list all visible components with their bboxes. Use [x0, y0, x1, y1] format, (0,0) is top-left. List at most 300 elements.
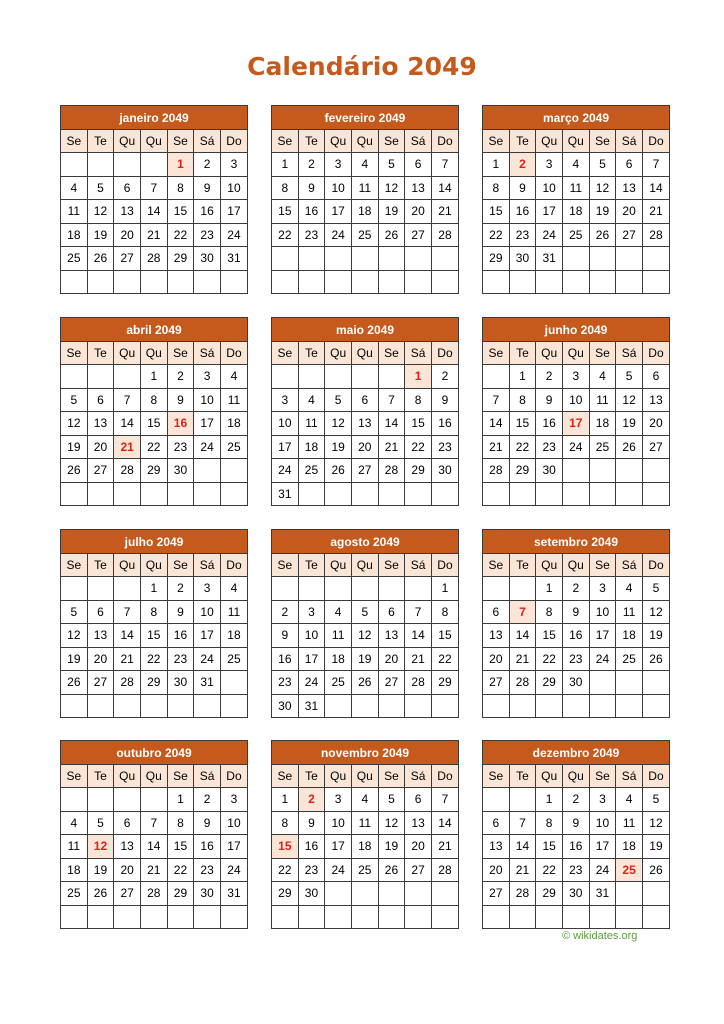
day-cell: 17 — [325, 200, 352, 224]
weekday-label: Sá — [405, 130, 432, 153]
day-cell: 18 — [220, 412, 247, 436]
day-cell: 2 — [167, 365, 194, 389]
weekday-label: Qu — [325, 130, 352, 153]
holiday-day-cell: 2 — [509, 153, 536, 177]
day-cell: 7 — [140, 176, 167, 200]
day-cell: 12 — [61, 624, 88, 648]
day-cell: 31 — [536, 247, 563, 271]
day-cell: 24 — [220, 223, 247, 247]
day-cell: 7 — [114, 600, 141, 624]
weekday-label: Te — [298, 554, 325, 577]
day-cell: 17 — [536, 200, 563, 224]
day-cell: 2 — [431, 365, 458, 389]
day-cell: 16 — [298, 200, 325, 224]
footer-credit[interactable]: © wikidates.org — [562, 930, 638, 942]
empty-day-cell — [536, 270, 563, 294]
empty-day-cell — [536, 482, 563, 506]
weekday-label: Qu — [351, 130, 378, 153]
empty-day-cell — [642, 270, 669, 294]
day-cell: 15 — [431, 624, 458, 648]
day-cell: 24 — [589, 858, 616, 882]
day-cell: 22 — [536, 647, 563, 671]
day-cell: 19 — [642, 835, 669, 859]
day-cell: 29 — [405, 459, 432, 483]
day-cell: 23 — [509, 223, 536, 247]
day-cell: 21 — [509, 647, 536, 671]
weekday-label: Te — [298, 130, 325, 153]
empty-day-cell — [61, 788, 88, 812]
day-cell: 21 — [140, 858, 167, 882]
day-cell: 19 — [61, 647, 88, 671]
empty-day-cell — [61, 694, 88, 718]
weekday-label: Sá — [405, 342, 432, 365]
day-cell: 8 — [405, 388, 432, 412]
day-cell: 8 — [140, 388, 167, 412]
day-cell: 8 — [140, 600, 167, 624]
weekday-label: Do — [220, 130, 247, 153]
weekday-label: Se — [167, 130, 194, 153]
day-cell: 16 — [431, 412, 458, 436]
weekday-label: Qu — [562, 554, 589, 577]
day-cell: 11 — [298, 412, 325, 436]
day-cell: 23 — [194, 858, 221, 882]
empty-day-cell — [616, 270, 643, 294]
day-cell: 29 — [509, 459, 536, 483]
empty-day-cell — [562, 247, 589, 271]
empty-day-cell — [589, 459, 616, 483]
empty-day-cell — [642, 694, 669, 718]
empty-day-cell — [589, 694, 616, 718]
day-cell: 18 — [351, 835, 378, 859]
empty-day-cell — [220, 270, 247, 294]
day-cell: 6 — [642, 365, 669, 389]
day-cell: 2 — [536, 365, 563, 389]
day-cell: 17 — [272, 435, 299, 459]
day-cell: 15 — [509, 412, 536, 436]
day-cell: 17 — [220, 835, 247, 859]
empty-day-cell — [87, 788, 114, 812]
empty-day-cell — [642, 882, 669, 906]
day-cell: 10 — [589, 600, 616, 624]
day-cell: 19 — [378, 835, 405, 859]
weekday-label: Qu — [114, 130, 141, 153]
empty-day-cell — [114, 694, 141, 718]
empty-day-cell — [114, 153, 141, 177]
month-header: dezembro 2049 — [483, 741, 670, 765]
holiday-day-cell: 1 — [167, 153, 194, 177]
day-cell: 23 — [431, 435, 458, 459]
day-cell: 13 — [483, 624, 510, 648]
day-cell: 26 — [351, 671, 378, 695]
day-cell: 17 — [194, 412, 221, 436]
day-cell: 20 — [405, 200, 432, 224]
empty-day-cell — [405, 905, 432, 929]
month-header: novembro 2049 — [272, 741, 459, 765]
empty-day-cell — [378, 882, 405, 906]
day-cell: 23 — [562, 647, 589, 671]
weekday-label: Se — [61, 342, 88, 365]
weekday-label: Sá — [194, 130, 221, 153]
day-cell: 25 — [220, 435, 247, 459]
empty-day-cell — [431, 882, 458, 906]
month-calendar — [482, 529, 670, 718]
weekday-label: Se — [483, 554, 510, 577]
empty-day-cell — [589, 905, 616, 929]
day-cell: 2 — [167, 577, 194, 601]
day-cell: 14 — [509, 624, 536, 648]
day-cell: 3 — [536, 153, 563, 177]
day-cell: 5 — [61, 388, 88, 412]
empty-day-cell — [87, 365, 114, 389]
day-cell: 26 — [87, 247, 114, 271]
empty-day-cell — [562, 270, 589, 294]
day-cell: 9 — [509, 176, 536, 200]
day-cell: 3 — [220, 153, 247, 177]
day-cell: 11 — [220, 600, 247, 624]
day-cell: 19 — [325, 435, 352, 459]
empty-day-cell — [642, 671, 669, 695]
day-cell: 21 — [114, 647, 141, 671]
weekday-label: Te — [509, 342, 536, 365]
weekday-label: Qu — [114, 554, 141, 577]
day-cell: 22 — [509, 435, 536, 459]
empty-day-cell — [616, 905, 643, 929]
day-cell: 24 — [272, 459, 299, 483]
day-cell: 28 — [114, 459, 141, 483]
day-cell: 24 — [536, 223, 563, 247]
weekday-label: Qu — [114, 342, 141, 365]
month-header: agosto 2049 — [272, 530, 459, 554]
weekday-label: Te — [509, 554, 536, 577]
empty-day-cell — [87, 905, 114, 929]
day-cell: 23 — [298, 223, 325, 247]
empty-day-cell — [509, 694, 536, 718]
empty-day-cell — [378, 905, 405, 929]
day-cell: 6 — [87, 600, 114, 624]
weekday-label: Sá — [405, 554, 432, 577]
month-header: outubro 2049 — [61, 741, 248, 765]
day-cell: 15 — [536, 624, 563, 648]
day-cell: 16 — [562, 624, 589, 648]
day-cell: 3 — [194, 577, 221, 601]
day-cell: 28 — [642, 223, 669, 247]
month-calendar — [482, 740, 670, 929]
weekday-label: Sá — [616, 342, 643, 365]
empty-day-cell — [325, 365, 352, 389]
day-cell: 17 — [220, 200, 247, 224]
day-cell: 3 — [562, 365, 589, 389]
day-cell: 3 — [589, 788, 616, 812]
day-cell: 27 — [405, 223, 432, 247]
day-cell: 30 — [536, 459, 563, 483]
empty-day-cell — [114, 365, 141, 389]
day-cell: 22 — [167, 223, 194, 247]
day-cell: 7 — [431, 788, 458, 812]
empty-day-cell — [483, 577, 510, 601]
day-cell: 18 — [616, 835, 643, 859]
empty-day-cell — [61, 577, 88, 601]
empty-day-cell — [351, 905, 378, 929]
month-header: julho 2049 — [61, 530, 248, 554]
empty-day-cell — [642, 905, 669, 929]
empty-day-cell — [509, 905, 536, 929]
holiday-day-cell: 15 — [272, 835, 299, 859]
day-cell: 4 — [325, 600, 352, 624]
empty-day-cell — [140, 482, 167, 506]
empty-day-cell — [483, 788, 510, 812]
day-cell: 31 — [298, 694, 325, 718]
weekday-label: Do — [642, 554, 669, 577]
day-cell: 11 — [562, 176, 589, 200]
day-cell: 2 — [562, 577, 589, 601]
day-cell: 23 — [272, 671, 299, 695]
day-cell: 30 — [562, 882, 589, 906]
day-cell: 13 — [114, 200, 141, 224]
day-cell: 7 — [431, 153, 458, 177]
day-cell: 6 — [87, 388, 114, 412]
day-cell: 21 — [431, 835, 458, 859]
month-header: março 2049 — [483, 106, 670, 130]
holiday-day-cell: 21 — [114, 435, 141, 459]
day-cell: 26 — [616, 435, 643, 459]
empty-day-cell — [61, 153, 88, 177]
empty-day-cell — [616, 482, 643, 506]
day-cell: 3 — [194, 365, 221, 389]
day-cell: 1 — [536, 788, 563, 812]
day-cell: 28 — [114, 671, 141, 695]
empty-day-cell — [642, 247, 669, 271]
weekday-label: Te — [509, 765, 536, 788]
day-cell: 6 — [405, 788, 432, 812]
day-cell: 20 — [405, 835, 432, 859]
month-calendar — [482, 317, 670, 506]
day-cell: 20 — [483, 858, 510, 882]
weekday-label: Te — [509, 130, 536, 153]
month-calendar — [271, 317, 459, 506]
weekday-label: Se — [589, 765, 616, 788]
day-cell: 25 — [61, 247, 88, 271]
day-cell: 5 — [589, 153, 616, 177]
day-cell: 20 — [351, 435, 378, 459]
day-cell: 23 — [562, 858, 589, 882]
day-cell: 1 — [167, 788, 194, 812]
weekday-label: Te — [298, 342, 325, 365]
day-cell: 10 — [272, 412, 299, 436]
day-cell: 19 — [378, 200, 405, 224]
day-cell: 1 — [483, 153, 510, 177]
day-cell: 15 — [167, 835, 194, 859]
empty-day-cell — [272, 270, 299, 294]
day-cell: 22 — [483, 223, 510, 247]
day-cell: 9 — [562, 811, 589, 835]
empty-day-cell — [642, 459, 669, 483]
empty-day-cell — [405, 577, 432, 601]
day-cell: 26 — [87, 882, 114, 906]
day-cell: 21 — [642, 200, 669, 224]
weekday-label: Te — [87, 342, 114, 365]
page-title: Calendário 2049 — [247, 52, 477, 81]
weekday-label: Se — [272, 554, 299, 577]
day-cell: 15 — [536, 835, 563, 859]
month-header: junho 2049 — [483, 318, 670, 342]
day-cell: 10 — [220, 811, 247, 835]
empty-day-cell — [483, 482, 510, 506]
day-cell: 12 — [642, 600, 669, 624]
day-cell: 14 — [509, 835, 536, 859]
day-cell: 27 — [114, 247, 141, 271]
day-cell: 28 — [483, 459, 510, 483]
day-cell: 24 — [220, 858, 247, 882]
day-cell: 14 — [431, 811, 458, 835]
day-cell: 5 — [87, 811, 114, 835]
day-cell: 5 — [87, 176, 114, 200]
day-cell: 21 — [140, 223, 167, 247]
day-cell: 6 — [378, 600, 405, 624]
day-cell: 14 — [405, 624, 432, 648]
day-cell: 2 — [562, 788, 589, 812]
day-cell: 15 — [167, 200, 194, 224]
day-cell: 3 — [220, 788, 247, 812]
day-cell: 17 — [325, 835, 352, 859]
empty-day-cell — [167, 270, 194, 294]
day-cell: 4 — [351, 153, 378, 177]
day-cell: 30 — [562, 671, 589, 695]
day-cell: 24 — [194, 435, 221, 459]
day-cell: 1 — [272, 788, 299, 812]
day-cell: 20 — [114, 223, 141, 247]
day-cell: 22 — [405, 435, 432, 459]
empty-day-cell — [616, 882, 643, 906]
day-cell: 12 — [642, 811, 669, 835]
day-cell: 26 — [589, 223, 616, 247]
day-cell: 12 — [325, 412, 352, 436]
month-calendar — [271, 529, 459, 718]
day-cell: 18 — [325, 647, 352, 671]
empty-day-cell — [616, 694, 643, 718]
empty-day-cell — [562, 459, 589, 483]
empty-day-cell — [298, 905, 325, 929]
empty-day-cell — [325, 247, 352, 271]
empty-day-cell — [325, 577, 352, 601]
month-header: setembro 2049 — [483, 530, 670, 554]
day-cell: 15 — [405, 412, 432, 436]
empty-day-cell — [272, 247, 299, 271]
empty-day-cell — [298, 247, 325, 271]
weekday-label: Qu — [562, 342, 589, 365]
day-cell: 6 — [483, 600, 510, 624]
day-cell: 14 — [483, 412, 510, 436]
weekday-label: Sá — [194, 342, 221, 365]
day-cell: 11 — [351, 811, 378, 835]
weekday-label: Se — [589, 130, 616, 153]
day-cell: 7 — [483, 388, 510, 412]
empty-day-cell — [616, 671, 643, 695]
empty-day-cell — [272, 905, 299, 929]
day-cell: 29 — [431, 671, 458, 695]
empty-day-cell — [140, 153, 167, 177]
day-cell: 16 — [194, 200, 221, 224]
empty-day-cell — [140, 270, 167, 294]
empty-day-cell — [87, 270, 114, 294]
empty-day-cell — [378, 365, 405, 389]
day-cell: 27 — [378, 671, 405, 695]
day-cell: 24 — [589, 647, 616, 671]
day-cell: 28 — [378, 459, 405, 483]
day-cell: 15 — [140, 412, 167, 436]
day-cell: 30 — [298, 882, 325, 906]
day-cell: 28 — [509, 671, 536, 695]
month-calendar — [482, 105, 670, 294]
day-cell: 21 — [378, 435, 405, 459]
day-cell: 13 — [642, 388, 669, 412]
day-cell: 6 — [616, 153, 643, 177]
empty-day-cell — [589, 482, 616, 506]
empty-day-cell — [616, 459, 643, 483]
empty-day-cell — [114, 270, 141, 294]
day-cell: 11 — [220, 388, 247, 412]
weekday-label: Sá — [194, 554, 221, 577]
empty-day-cell — [114, 577, 141, 601]
empty-day-cell — [298, 270, 325, 294]
weekday-label: Sá — [616, 554, 643, 577]
day-cell: 6 — [114, 811, 141, 835]
weekday-label: Se — [167, 765, 194, 788]
empty-day-cell — [378, 577, 405, 601]
day-cell: 12 — [61, 412, 88, 436]
day-cell: 10 — [194, 388, 221, 412]
day-cell: 31 — [589, 882, 616, 906]
empty-day-cell — [61, 270, 88, 294]
day-cell: 11 — [351, 176, 378, 200]
weekday-label: Do — [431, 130, 458, 153]
day-cell: 20 — [483, 647, 510, 671]
empty-day-cell — [378, 694, 405, 718]
empty-day-cell — [325, 694, 352, 718]
empty-day-cell — [562, 905, 589, 929]
weekday-label: Qu — [562, 130, 589, 153]
day-cell: 4 — [298, 388, 325, 412]
day-cell: 27 — [87, 459, 114, 483]
day-cell: 19 — [616, 412, 643, 436]
day-cell: 24 — [194, 647, 221, 671]
day-cell: 16 — [167, 624, 194, 648]
empty-day-cell — [220, 482, 247, 506]
day-cell: 9 — [536, 388, 563, 412]
empty-day-cell — [616, 247, 643, 271]
day-cell: 18 — [562, 200, 589, 224]
day-cell: 8 — [431, 600, 458, 624]
empty-day-cell — [167, 482, 194, 506]
empty-day-cell — [194, 694, 221, 718]
day-cell: 11 — [616, 600, 643, 624]
weekday-label: Se — [61, 130, 88, 153]
day-cell: 13 — [87, 412, 114, 436]
day-cell: 26 — [378, 223, 405, 247]
day-cell: 30 — [272, 694, 299, 718]
empty-day-cell — [61, 482, 88, 506]
day-cell: 5 — [642, 788, 669, 812]
empty-day-cell — [351, 577, 378, 601]
empty-day-cell — [378, 270, 405, 294]
day-cell: 18 — [351, 200, 378, 224]
day-cell: 18 — [589, 412, 616, 436]
day-cell: 4 — [562, 153, 589, 177]
day-cell: 13 — [351, 412, 378, 436]
weekday-label: Do — [431, 342, 458, 365]
day-cell: 1 — [140, 365, 167, 389]
day-cell: 21 — [431, 200, 458, 224]
empty-day-cell — [562, 482, 589, 506]
